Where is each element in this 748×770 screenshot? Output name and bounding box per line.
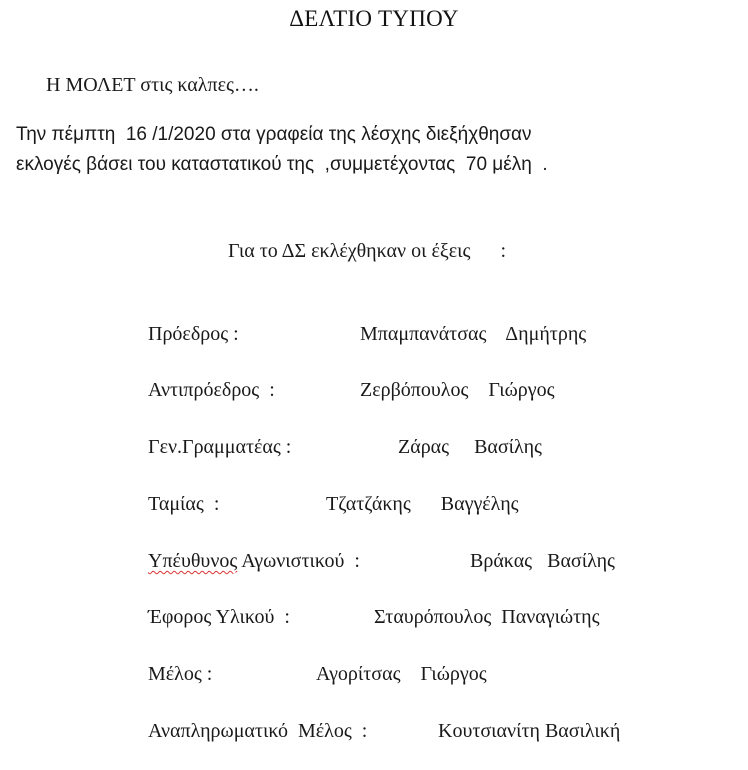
member-name: Μπαμπανάτσας Δημήτρης xyxy=(360,323,587,345)
member-role: Έφορος Υλικού : xyxy=(148,606,290,628)
member-role: Γεν.Γραμματέας : xyxy=(148,436,292,458)
member-role: Ταμίας : xyxy=(148,493,220,515)
member-name: Κουτσιανίτη Βασιλική xyxy=(438,720,621,742)
document-title: ΔΕΛΤΙΟ ΤΥΠΟΥ xyxy=(289,6,459,31)
member-role: Αναπληρωματικό Μέλος : xyxy=(148,720,368,742)
member-name: Βράκας Βασίλης xyxy=(470,550,615,572)
member-name: Τζατζάκης Βαγγέλης xyxy=(326,493,519,515)
member-role xyxy=(148,550,360,573)
member-name: Αγορίτσας Γιώργος xyxy=(316,663,487,685)
member-role: Μέλος : xyxy=(148,663,213,685)
paragraph-line-2: εκλογές βάσει του καταστατικού της ,συμμετέχοντας 70 μέλη . xyxy=(16,154,548,175)
member-role: Πρόεδρος : xyxy=(148,323,239,345)
member-role-rest: Αγωνιστικού : xyxy=(237,550,360,572)
document-subtitle: Η ΜΟΛΕΤ στις καλπες…. xyxy=(46,74,259,96)
member-name: Ζάρας Βασίλης xyxy=(398,436,542,458)
member-name: Ζερβόπουλος Γιώργος xyxy=(360,379,555,401)
member-name: Σταυρόπουλος Παναγιώτης xyxy=(374,606,600,628)
board-heading: Για το ΔΣ εκλέχθηκαν οι έξεις : xyxy=(228,240,507,262)
misspelled-word: Υπέυθυνος xyxy=(148,550,238,572)
paragraph-line-1: Την πέμπτη 16 /1/2020 στα γραφεία της λέσχης διεξήχθησαν xyxy=(16,124,532,145)
member-role: Αντιπρόεδρος : xyxy=(148,379,275,401)
